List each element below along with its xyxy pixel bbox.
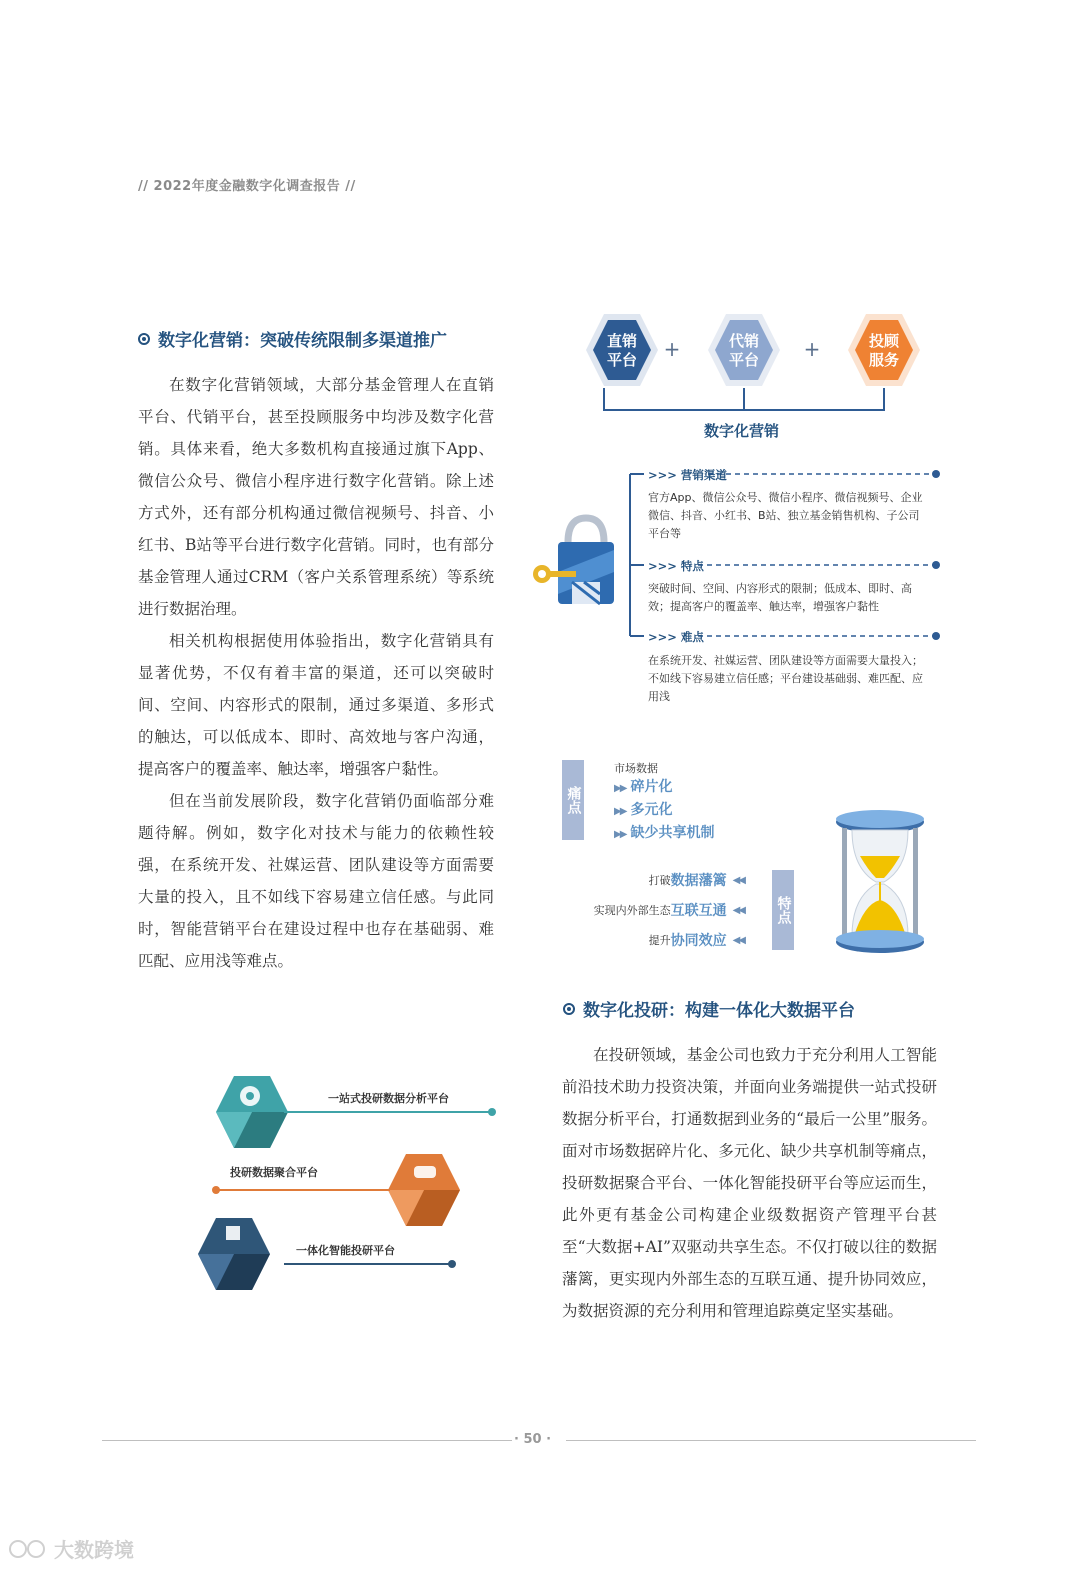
section1-paragraph-1: 在数字化营销领域，大部分基金管理人在直销平台、代销平台，甚至投顾服务中均涉及数字化营销。具体来看，绝大多数机构直接通过旗下App、微信公众号、微信小程序进行数字化营销。除上述方式外，还有部分机构通过微信视频号、抖音、小红书、B站等平台进行数字化营销。同时，也有部分基金管理人通过CRM（客户关系管理系统）等系统进行数据治理。 [138,376,494,618]
title-bullet-icon [138,333,150,345]
page-number: · 50 · [514,1432,552,1447]
section1-paragraph-3: 但在当前发展阶段，数字化营销仍面临部分难题待解。例如，数字化对技术与能力的依赖性较强，在系统开发、社媒运营、团队建设等方面需要大量的投入，且不如线下容易建立信任感。与此同时，智能营销平台在建设过程中也存在基础弱、难匹配、应用浅等难点。 [138,792,494,970]
pain-tag: 痛点 [562,760,584,840]
feature-highlight: 协同效应 [670,933,727,949]
feature-prefix: 打破 [648,874,671,887]
watermark-logo-icon [8,1537,48,1561]
feature-prefix: 提升 [648,934,671,947]
pain-item: 缺少共享机制 [630,825,715,841]
cube-label-aggregation: 投研数据聚合平台 [230,1166,318,1179]
cube-label-analysis: 一站式投研数据分析平台 [328,1092,449,1105]
hex-direct-line2: 平台 [606,351,638,369]
pain-item-row-1 [614,776,672,796]
pain-item-row-2 [614,799,672,819]
section2-paragraph-1: 在投研领域，基金公司也致力于充分利用人工智能前沿技术助力投资决策，并面向业务端提供一站式投研数据分析平台，打通数据到业务的“最后一公里”服务。面对市场数据碎片化、多元化、缺少共享机制等痛点，投研数据聚合平台、一体化智能投研平台等应运而生，此外更有基金公司构建企业级数据资产管理平台甚至“大数据+AI”双驱动共享生态。不仅打破以往的数据藩篱，更实现内外部生态的互联互通、提升协同效应，为数据资源的充分利用和管理追踪奠定坚实基础。 [562,1046,937,1320]
feature-body-difficulties: 在系统开发、社媒运营、团队建设等方面需要大量投入；不如线下容易建立信任感；平台建设基础弱、难匹配、应用浅 [648,654,923,703]
feature-body-channels: 官方App、微信公众号、微信小程序、微信视频号、企业微信、抖音、小红书、B站、独立基金销售机构、子公司平台等 [648,491,923,540]
plus-sign-2: + [803,337,821,361]
running-header: // 2022年度金融数字化调查报告 // [138,179,356,194]
cube-label-intelligent: 一体化智能投研平台 [296,1244,395,1257]
feature-highlight: 互联互通 [670,903,727,919]
hex-agency-sales [708,314,780,386]
double-arrow-left-icon: ◀◀ [732,874,744,886]
cube-intelligent-platform [198,1218,270,1290]
double-arrow-left-icon: ◀◀ [732,904,744,916]
section2-title-row [563,996,855,1021]
hex-direct-line1: 直销 [606,332,638,350]
double-arrow-right-icon: ▶▶ [614,829,626,840]
hex-advisory-service [848,314,920,386]
feature-head-difficulties: >>> 难点 [648,630,704,644]
feature-highlight: 数据藩篱 [670,873,727,889]
double-arrow-left-icon: ◀◀ [732,934,744,946]
hex-advisory-line1: 投顾 [868,332,900,350]
double-arrow-right-icon: ▶▶ [614,783,626,794]
cube-analysis-platform [216,1076,288,1148]
section1-body [138,369,494,977]
feature-head-traits: >>> 特点 [648,559,704,573]
plus-sign-1: + [663,337,681,361]
feature-tag: 特点 [772,870,794,950]
hex-direct-sales [586,314,658,386]
section1-title: 数字化营销：突破传统限制多渠道推广 [158,331,447,351]
footer-rule-right [566,1440,976,1441]
feature-row-2 [594,900,744,920]
handshake-icon [414,1166,436,1178]
watermark [8,1534,134,1563]
section2-title: 数字化投研：构建一体化大数据平台 [583,1001,855,1021]
title-bullet-icon [563,1003,575,1015]
pain-item: 多元化 [630,802,673,818]
section1-paragraph-2: 相关机构根据使用体验指出，数字化营销具有显著优势，不仅有着丰富的渠道，还可以突破时间、空间、内容形式的限制，通过多渠道、多形式的触达，可以低成本、即时、高效地与客户沟通，提高客户的覆盖率、触达率，增强客户黏性。 [138,632,494,778]
marketing-diagram-caption: 数字化营销 [704,422,780,440]
hourglass-icon [830,808,930,958]
pain-item: 碎片化 [630,779,673,795]
section2-body [562,1039,937,1327]
hex-agency-line1: 代销 [728,332,760,350]
watermark-text: 大数跨境 [54,1538,134,1562]
chess-rook-icon [226,1226,240,1240]
feature-row-3 [649,930,744,950]
pain-item-row-3 [614,822,714,842]
feature-body-traits: 突破时间、空间、内容形式的限制；低成本、即时、高效；提高客户的覆盖率、触达率，增强客户黏性 [648,582,912,613]
pain-head: 市场数据 [614,762,658,775]
cube-aggregation-platform [388,1154,460,1226]
hex-agency-line2: 平台 [728,351,760,369]
double-arrow-right-icon: ▶▶ [614,806,626,817]
lock-key-icon [528,512,618,612]
feature-prefix: 实现内外部生态 [593,904,671,917]
feature-row-1 [649,870,744,890]
hex-advisory-line2: 服务 [868,351,900,369]
footer-rule-left [102,1440,512,1441]
section1-title-row [138,326,447,351]
feature-head-channels: >>> 营销渠道 [648,468,727,482]
